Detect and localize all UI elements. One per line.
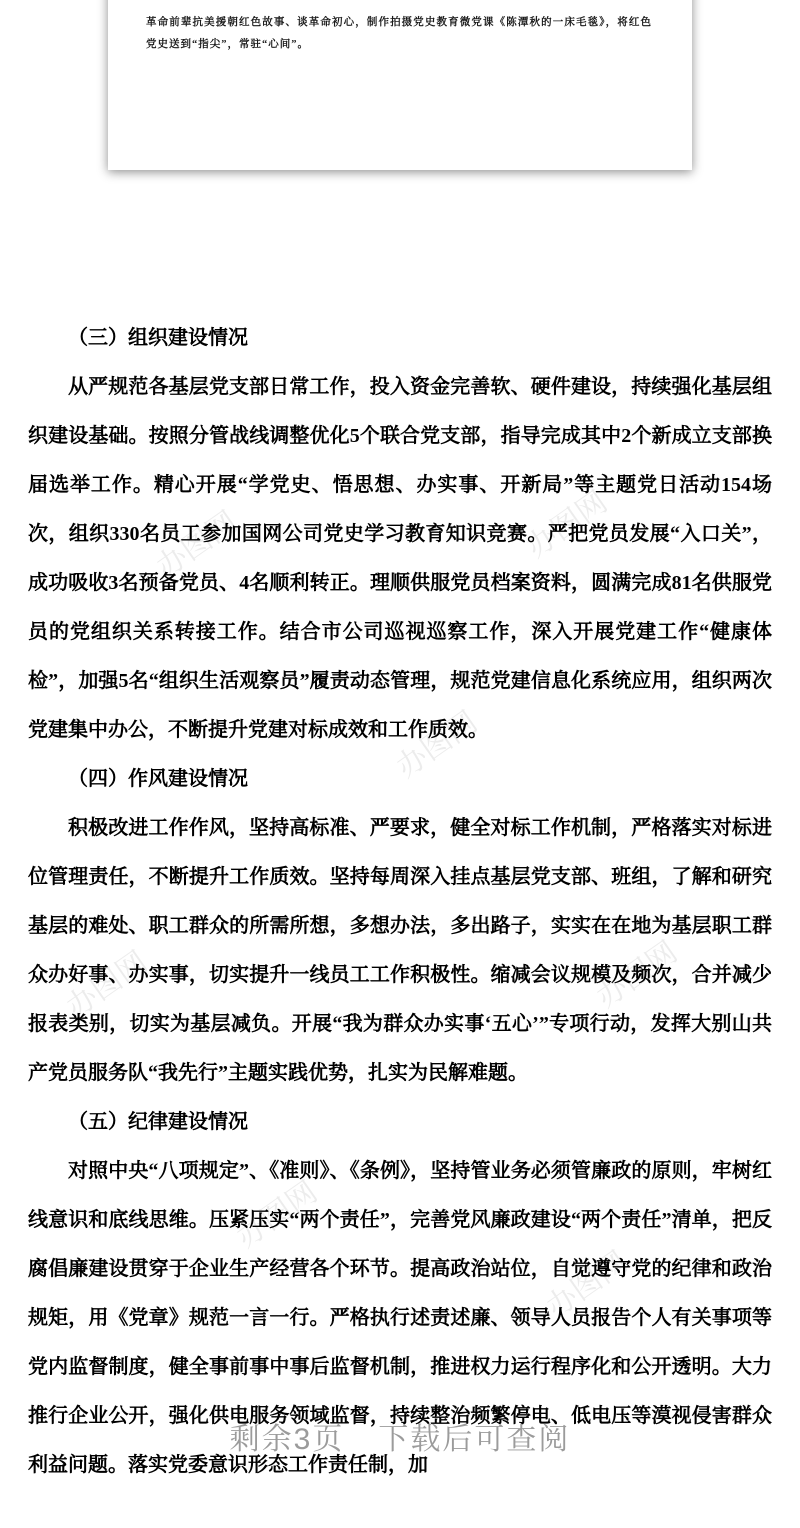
remaining-pages-label: 剩余3页 (229, 1423, 345, 1456)
watermark: 办图网 (590, 935, 684, 1015)
previous-page-preview (108, 0, 692, 170)
watermark: 办图网 (390, 705, 484, 785)
watermark: 办图网 (150, 505, 244, 585)
remaining-pages-banner (0, 1414, 800, 1458)
previous-page-text: 革命前辈抗美援朝红色故事、谈革命初心，制作拍摄党史教育微党课《陈潭秋的一床毛毯》，将红色党史送到“指尖”，常驻“心间”。 (146, 17, 652, 50)
section-paragraph: 从严规范各基层党支部日常工作，投入资金完善软、硬件建设，持续强化基层组织建设基础。按照分管战线调整优化5个联合党支部，指导完成其中2个新成立支部换届选举工作。精心开展“学党史、悟思想、办实事、开新局”等主题党日活动154场次，组织330名员工参加国网公司党史学习教育知识竞赛。严把党员发展“入口关”，成功吸收3名预备党员、4名顺利转正。理顺供服党员档案资料，圆满完成81名供服党员的党组织关系转接工作。结合市公司巡视巡察工作，深入开展党建工作“健康体检”，加强5名“组织生活观察员”履责动态管理，规范党建信息化系统应用，组织两次党建集中办公，不断提升党建对标成效和工作质效。 (28, 376, 772, 741)
document-body (28, 314, 772, 1490)
section-paragraph: 积极改进工作作风，坚持高标准、严要求，健全对标工作机制，严格落实对标进位管理责任，不断提升工作质效。坚持每周深入挂点基层党支部、班组，了解和研究基层的难处、职工群众的所需所想，多想办法，多出路子，实实在在地为基层职工群众办好事、办实事，切实提升一线员工工作积极性。缩减会议规模及频次，合并减少报表类别，切实为基层减负。开展“我为群众办实事‘五心’”专项行动，发挥大别山共产党员服务队“我先行”主题实践优势，扎实为民解难题。 (28, 817, 772, 1084)
section-paragraph: 对照中央“八项规定”、《准则》、《条例》，坚持管业务必须管廉政的原则，牢树红线意识和底线思维。压紧压实“两个责任”，完善党风廉政建设“两个责任”清单，把反腐倡廉建设贯穿于企业生产经营各个环节。提高政治站位，自觉遵守党的纪律和政治规矩，用《党章》规范一言一行。严格执行述责述廉、领导人员报告个人有关事项等党内监督制度，健全事前事中事后监督机制，推进权力运行程序化和公开透明。大力推行企业公开，强化供电服务领域监督，持续整治频繁停电、低电压等漠视侵害群众利益问题。落实党委意识形态工作责任制，加 (28, 1160, 772, 1476)
section-heading: （三）组织建设情况 (68, 327, 248, 349)
download-hint-label: 下载后可查阅 (378, 1423, 571, 1456)
watermark: 办图网 (540, 1245, 634, 1325)
section-heading: （四）作风建设情况 (68, 768, 248, 790)
watermark: 办图网 (60, 945, 154, 1025)
section-heading: （五）纪律建设情况 (68, 1111, 248, 1133)
watermark: 办图网 (230, 1175, 324, 1255)
watermark: 办图网 (520, 485, 614, 565)
